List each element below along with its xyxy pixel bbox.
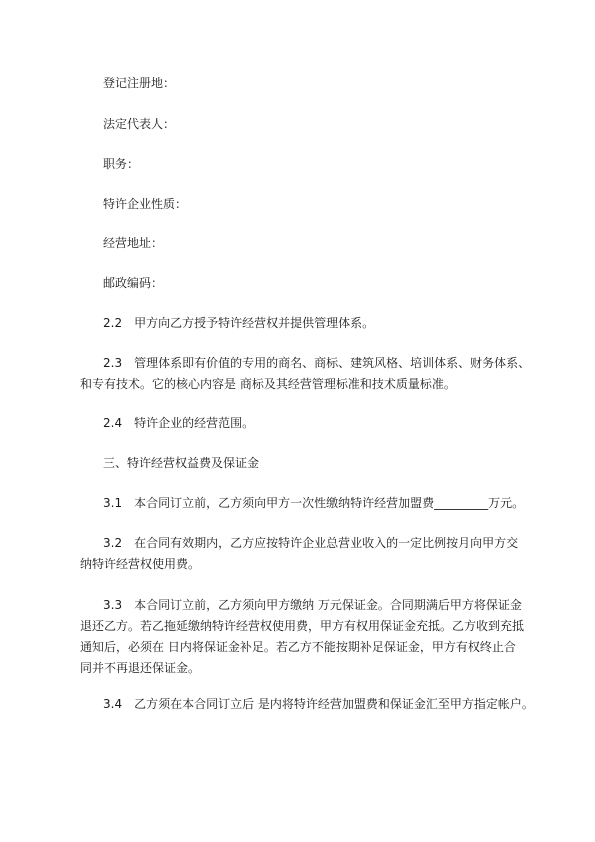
clause-3-1: 3.1 本合同订立前，乙方须向甲方一次性缴纳特许经营加盟费_________万元。 [103, 496, 525, 510]
field-business-address: 经营地址： [103, 236, 164, 250]
clause-3-2-line-1: 3.2 在合同有效期内，乙方应按特许企业总营业收入的一定比例按月向甲方交 [103, 536, 519, 550]
field-registration-address: 登记注册地： [103, 76, 176, 90]
clause-3-3-line-2: 退还乙方。若乙拖延缴纳特许经营权使用费，甲方有权用保证金充抵。乙方收到充抵 [80, 619, 525, 633]
clause-2-2: 2.2 甲方向乙方授予特许经营权并提供管理体系。 [103, 316, 375, 330]
clause-3-3-line-1: 3.3 本合同订立前，乙方须向甲方缴纳 万元保证金。合同期满后甲方将保证金 [103, 598, 522, 612]
field-position: 职务： [103, 157, 140, 171]
clause-2-3-line-1: 2.3 管理体系即有价值的专用的商名、商标、建筑风格、培训体系、财务体系、 [103, 356, 531, 370]
field-enterprise-nature: 特许企业性质： [103, 197, 188, 211]
field-legal-representative: 法定代表人： [103, 117, 176, 131]
clause-3-2-line-2: 纳特许经营权使用费。 [80, 557, 201, 571]
clause-2-3-line-2: 和专有技术。它的核心内容是 商标及其经营管理标准和技术质量标准。 [80, 377, 456, 391]
clause-2-4: 2.4 特许企业的经营范围。 [103, 416, 255, 430]
section-3-heading: 三、特许经营权益费及保证金 [103, 456, 260, 470]
clause-3-3-line-3: 通知后，必须在 日内将保证金补足。若乙方不能按期补足保证金，甲方有权终止合 [80, 640, 516, 654]
clause-3-4: 3.4 乙方须在本合同订立后 是内将特许经营加盟费和保证金汇至甲方指定帐户。 [103, 697, 534, 711]
clause-3-3-line-4: 同并不再退还保证金。 [80, 661, 201, 675]
field-postal-code: 邮政编码： [103, 276, 164, 290]
